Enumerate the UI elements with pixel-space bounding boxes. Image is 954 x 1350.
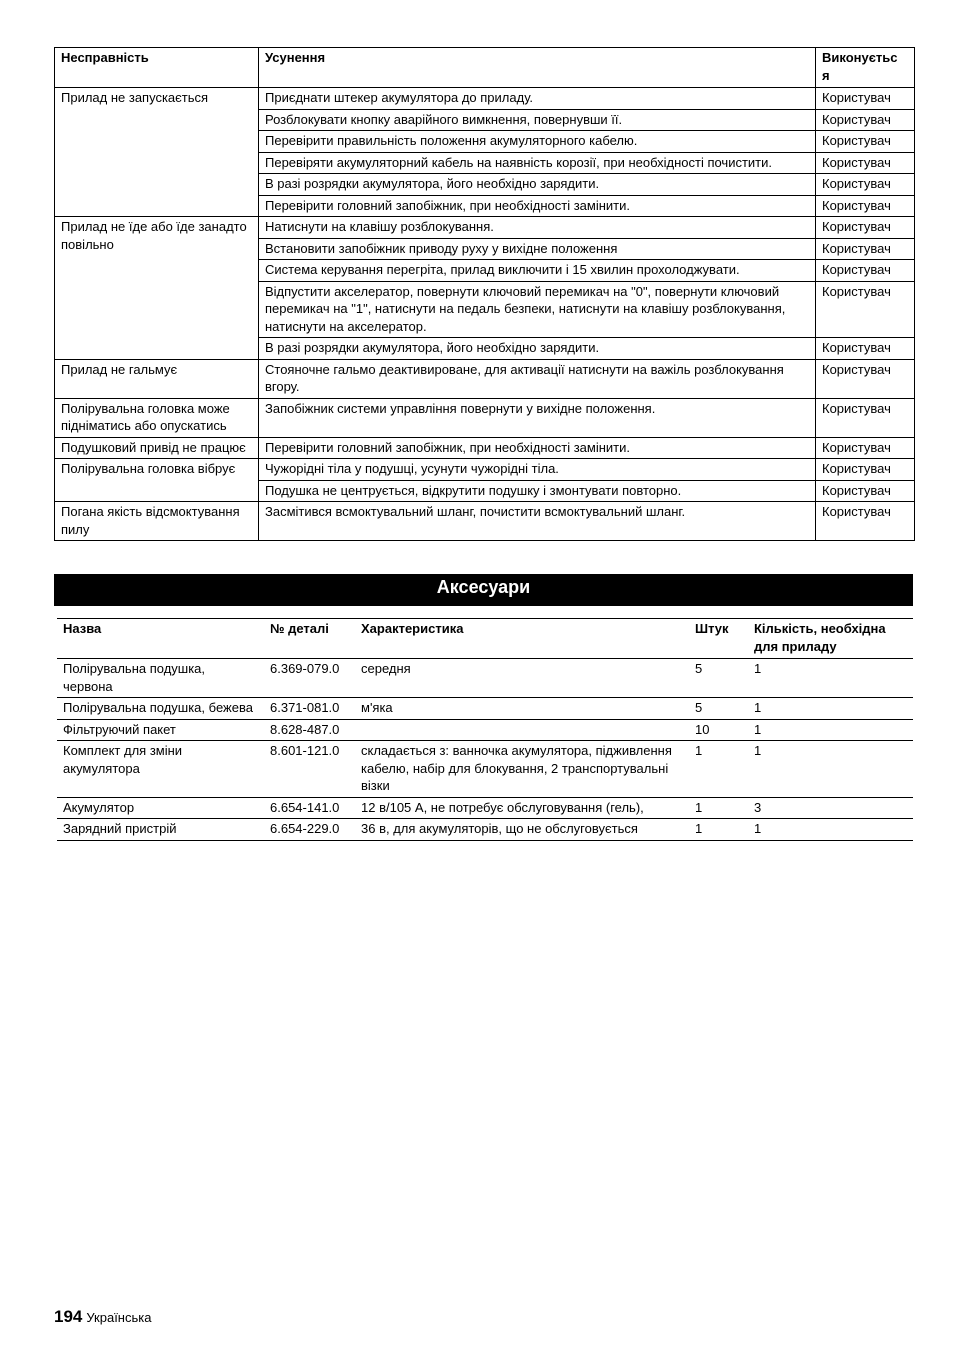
remedy-cell: Перевіряти акумуляторний кабель на наявність корозії, при необхідності почистити. <box>259 152 816 174</box>
header-quantity: Штук <box>689 619 748 659</box>
header-quantity-needed: Кількість, необхідна для приладу <box>748 619 913 659</box>
performer-cell: Користувач <box>816 174 915 196</box>
accessory-name: Фільтруючий пакет <box>57 719 264 741</box>
remedy-cell: В разі розрядки акумулятора, його необхідно зарядити. <box>259 174 816 196</box>
remedy-cell: Приєднати штекер акумулятора до приладу. <box>259 88 816 110</box>
troubleshooting-row <box>55 359 915 398</box>
accessory-row <box>57 741 913 798</box>
header-remedy: Усунення <box>259 48 816 88</box>
accessory-quantity-needed: 1 <box>748 719 913 741</box>
header-fault: Несправність <box>55 48 259 88</box>
fault-cell: Прилад не запускається <box>55 88 259 217</box>
header-specification: Характеристика <box>355 619 689 659</box>
accessory-name: Полірувальна подушка, бежева <box>57 698 264 720</box>
accessory-quantity-needed: 1 <box>748 698 913 720</box>
troubleshooting-row <box>55 459 915 481</box>
performer-cell: Користувач <box>816 480 915 502</box>
accessories-table <box>57 618 913 841</box>
accessory-row <box>57 698 913 720</box>
header-part-number: № деталі <box>264 619 355 659</box>
performer-cell: Користувач <box>816 88 915 110</box>
remedy-cell: Стояночне гальмо деактивироване, для активації натиснути на важіль розблокування вгору. <box>259 359 816 398</box>
accessory-quantity: 5 <box>689 698 748 720</box>
performer-cell: Користувач <box>816 217 915 239</box>
accessory-quantity-needed: 1 <box>748 659 913 698</box>
accessory-quantity: 5 <box>689 659 748 698</box>
accessory-quantity: 10 <box>689 719 748 741</box>
accessory-part-number: 6.654-229.0 <box>264 819 355 841</box>
performer-cell: Користувач <box>816 109 915 131</box>
accessory-name: Полірувальна подушка, червона <box>57 659 264 698</box>
troubleshooting-row <box>55 398 915 437</box>
accessory-part-number: 8.601-121.0 <box>264 741 355 798</box>
accessory-row <box>57 659 913 698</box>
remedy-cell: Чужорідні тіла у подушці, усунути чужорідні тіла. <box>259 459 816 481</box>
remedy-cell: Відпустити акселератор, повернути ключовий перемикач на "0", повернути ключовий перемикач на "1", натиснути на педаль безпеки, натиснути на клавішу розблокування, натиснути на акселератор. <box>259 281 816 338</box>
performer-cell: Користувач <box>816 398 915 437</box>
accessory-part-number: 6.371-081.0 <box>264 698 355 720</box>
remedy-cell: Перевірити головний запобіжник, при необхідності замінити. <box>259 437 816 459</box>
performer-cell: Користувач <box>816 459 915 481</box>
accessory-quantity: 1 <box>689 797 748 819</box>
remedy-cell: Запобіжник системи управління повернути у вихідне положення. <box>259 398 816 437</box>
fault-cell: Полірувальна головка вібрує <box>55 459 259 502</box>
remedy-cell: Встановити запобіжник приводу руху у вихідне положення <box>259 238 816 260</box>
remedy-cell: Натиснути на клавішу розблокування. <box>259 217 816 239</box>
performer-cell: Користувач <box>816 359 915 398</box>
header-performer: Виконуєтьс я <box>816 48 915 88</box>
accessory-quantity: 1 <box>689 741 748 798</box>
accessory-specification: середня <box>355 659 689 698</box>
page-footer <box>54 1306 151 1329</box>
accessory-quantity-needed: 1 <box>748 819 913 841</box>
remedy-cell: Розблокувати кнопку аварійного вимкнення, повернувши її. <box>259 109 816 131</box>
accessory-specification: м'яка <box>355 698 689 720</box>
page-number: 194 <box>54 1307 83 1326</box>
accessory-part-number: 8.628-487.0 <box>264 719 355 741</box>
remedy-cell: Засмітився всмоктувальний шланг, почистити всмоктувальний шланг. <box>259 502 816 541</box>
accessory-row <box>57 719 913 741</box>
accessory-name: Акумулятор <box>57 797 264 819</box>
remedy-cell: Перевірити правильність положення акумуляторного кабелю. <box>259 131 816 153</box>
performer-cell: Користувач <box>816 260 915 282</box>
accessory-name: Зарядний пристрій <box>57 819 264 841</box>
header-name: Назва <box>57 619 264 659</box>
accessory-quantity: 1 <box>689 819 748 841</box>
accessory-specification: складається з: ванночка акумулятора, підживлення кабелю, набір для блокування, 2 транспортувальні візки <box>355 741 689 798</box>
accessory-specification <box>355 719 689 741</box>
fault-cell: Погана якість відсмоктування пилу <box>55 502 259 541</box>
accessory-name: Комплект для зміни акумулятора <box>57 741 264 798</box>
performer-cell: Користувач <box>816 338 915 360</box>
performer-cell: Користувач <box>816 281 915 338</box>
performer-cell: Користувач <box>816 131 915 153</box>
fault-cell: Подушковий привід не працює <box>55 437 259 459</box>
performer-cell: Користувач <box>816 437 915 459</box>
fault-cell: Полірувальна головка може підніматись або опускатись <box>55 398 259 437</box>
remedy-cell: Перевірити головний запобіжник, при необхідності замінити. <box>259 195 816 217</box>
accessory-part-number: 6.369-079.0 <box>264 659 355 698</box>
accessory-row <box>57 797 913 819</box>
remedy-cell: Система керування перегріта, прилад виключити і 15 хвилин прохолоджувати. <box>259 260 816 282</box>
performer-cell: Користувач <box>816 238 915 260</box>
fault-cell: Прилад не їде або їде занадто повільно <box>55 217 259 360</box>
accessory-quantity-needed: 3 <box>748 797 913 819</box>
performer-cell: Користувач <box>816 195 915 217</box>
troubleshooting-row <box>55 217 915 239</box>
troubleshooting-row <box>55 88 915 110</box>
accessories-header-row <box>57 619 913 659</box>
performer-cell: Користувач <box>816 152 915 174</box>
performer-cell: Користувач <box>816 502 915 541</box>
accessory-quantity-needed: 1 <box>748 741 913 798</box>
accessory-row <box>57 819 913 841</box>
accessory-part-number: 6.654-141.0 <box>264 797 355 819</box>
footer-language: Українська <box>86 1310 152 1325</box>
accessory-specification: 12 в/105 А, не потребує обслуговування (гель), <box>355 797 689 819</box>
accessory-specification: 36 в, для акумуляторів, що не обслуговується <box>355 819 689 841</box>
troubleshooting-header-row <box>55 48 915 88</box>
fault-cell: Прилад не гальмує <box>55 359 259 398</box>
troubleshooting-row <box>55 502 915 541</box>
remedy-cell: В разі розрядки акумулятора, його необхідно зарядити. <box>259 338 816 360</box>
remedy-cell: Подушка не центрується, відкрутити подушку і змонтувати повторно. <box>259 480 816 502</box>
accessories-section-heading: Аксесуари <box>54 574 913 606</box>
troubleshooting-table <box>54 47 915 541</box>
troubleshooting-row <box>55 437 915 459</box>
